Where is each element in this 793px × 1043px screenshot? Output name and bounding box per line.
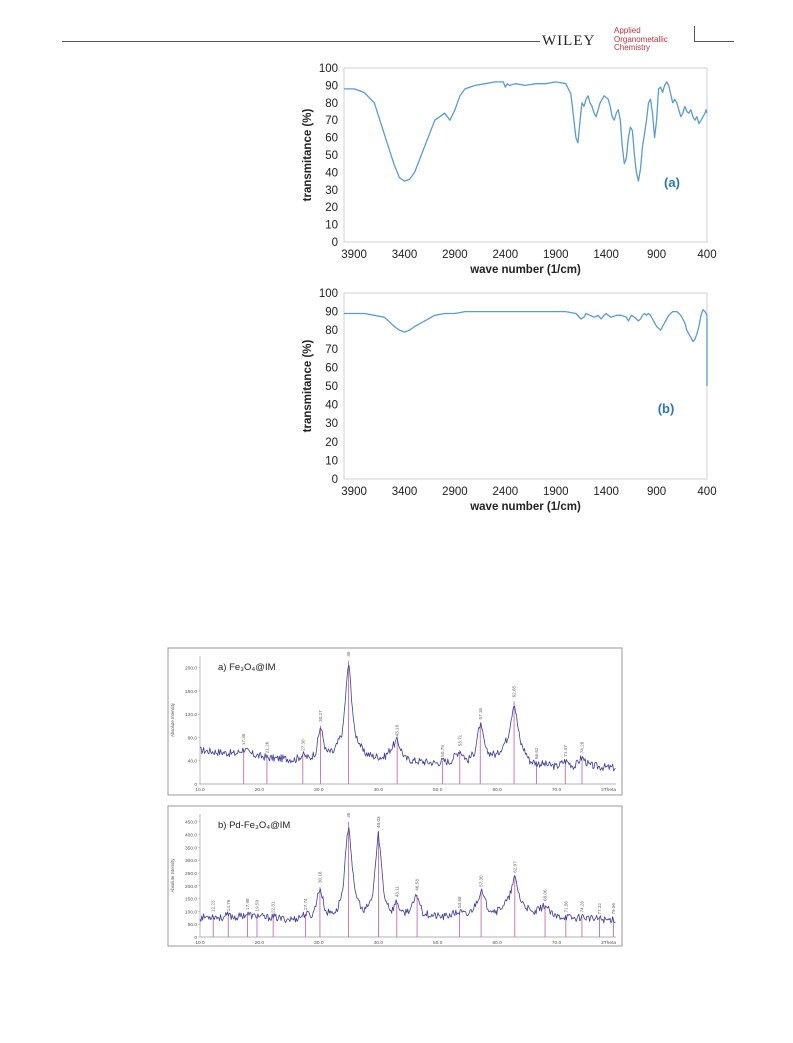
y-axis-label: transmitance (%) <box>302 339 314 433</box>
y-tick-label: 150.0 <box>184 897 197 903</box>
y-tick-label: 10 <box>325 455 338 468</box>
x-tick-label: 400 <box>697 249 717 261</box>
peak-label: 35 <box>346 651 352 657</box>
y-axis-label: Absolute Intensity <box>170 858 175 893</box>
y-tick-label: 70 <box>325 115 338 128</box>
x-tick-label: 1400 <box>593 486 619 498</box>
y-tick-label: 90 <box>325 306 338 319</box>
peak-label: 53.71 <box>457 734 463 747</box>
y-tick-label: 200.0 <box>184 884 197 890</box>
panel-label: a) Fe₃O₄@IM <box>218 662 276 673</box>
journal-line: Organometallic <box>614 34 668 44</box>
plot-frame <box>344 293 707 479</box>
y-tick-label: 50 <box>325 150 338 162</box>
peak-label: 50.79 <box>439 745 445 757</box>
x-tick-label: 70.0 <box>551 941 562 946</box>
y-tick-label: 0 <box>194 936 197 941</box>
x-tick-label: 900 <box>646 249 667 261</box>
y-tick-label: 10 <box>325 219 338 232</box>
x-axis-label: wave number (1/cm) <box>470 501 581 513</box>
spectrum-line <box>344 82 707 181</box>
peak-label: 40.03 <box>375 816 381 828</box>
x-axis-label: wave number (1/cm) <box>470 264 581 276</box>
peak-label: 30.18 <box>317 871 323 884</box>
y-tick-label: 20 <box>325 202 338 215</box>
x-tick-label: 2900 <box>442 486 468 498</box>
x-tick-label: 3400 <box>391 486 418 498</box>
x-tick-label: 400 <box>697 486 717 498</box>
peak-label: 74.28 <box>579 741 585 754</box>
y-tick-label: 80.0 <box>187 736 197 742</box>
peak-label: 43.18 <box>394 724 400 737</box>
peak-label: 57.30 <box>478 875 484 887</box>
y-tick-label: 60 <box>325 132 338 145</box>
peak-label: 74.26 <box>579 901 585 913</box>
peak-label: 14.76 <box>225 899 231 912</box>
peak-label: 22.31 <box>270 901 276 914</box>
y-tick-label: 250.0 <box>184 871 197 877</box>
x-tick-label: 50.0 <box>433 788 443 793</box>
y-tick-label: 20 <box>325 436 338 449</box>
x-tick-label: 30.0 <box>314 788 324 793</box>
y-tick-label: 160.0 <box>184 689 197 695</box>
y-axis-label: Absolute Intensity <box>170 703 175 737</box>
peak-label: 71.47 <box>562 745 568 757</box>
y-tick-label: 100.0 <box>184 910 197 916</box>
peak-label: 21.26 <box>264 741 270 754</box>
x-tick-label: 1900 <box>542 249 569 261</box>
peak-label: 79.56 <box>610 903 616 915</box>
x-tick-label: 1400 <box>593 249 619 261</box>
peak-label: 62.85 <box>511 685 517 698</box>
y-tick-label: 200.0 <box>184 666 197 672</box>
journal-line: Applied <box>614 26 641 35</box>
x-tick-label: 40.0 <box>373 941 383 946</box>
peak-label: 19.59 <box>254 899 260 912</box>
peak-label: 35 <box>346 812 352 818</box>
peak-label: 66.62 <box>533 747 539 760</box>
x-tick-label: 60.0 <box>492 788 502 793</box>
peak-label: 43.11 <box>394 885 400 898</box>
y-tick-label: 350.0 <box>184 846 197 852</box>
peak-label: 27.30 <box>300 739 306 751</box>
x-tick-label: 70.0 <box>551 788 562 793</box>
y-tick-label: 300.0 <box>184 859 197 865</box>
peak-label: 27.74 <box>302 898 308 910</box>
y-tick-label: 80 <box>325 97 338 110</box>
x-axis-label: 2Theta <box>601 941 616 946</box>
peak-label: 71.56 <box>563 901 569 913</box>
panel-label: (b) <box>657 401 675 416</box>
x-tick-label: 10.0 <box>195 788 205 793</box>
y-axis-label: transmitance (%) <box>302 108 314 202</box>
peak-label: 30.27 <box>317 710 323 722</box>
publisher-logo: WILEY <box>542 33 596 49</box>
x-tick-label: 2400 <box>492 249 519 261</box>
y-tick-label: 60 <box>325 362 338 375</box>
y-tick-label: 50.0 <box>187 923 197 929</box>
y-tick-label: 0 <box>194 783 197 788</box>
x-tick-label: 60.0 <box>492 941 502 946</box>
peak-label: 12.23 <box>210 900 216 912</box>
x-tick-label: 20.0 <box>254 788 265 793</box>
x-tick-label: 10.0 <box>195 941 205 946</box>
y-tick-label: 100 <box>318 288 338 300</box>
y-tick-label: 100 <box>318 63 338 75</box>
x-tick-label: 20.0 <box>254 941 265 946</box>
journal-line: Chemistry <box>614 43 651 52</box>
panel-label: (a) <box>664 175 680 190</box>
x-tick-label: 3400 <box>391 249 418 261</box>
peak-label: 77.22 <box>596 903 602 915</box>
y-tick-label: 90 <box>325 80 338 93</box>
peak-label: 17.98 <box>244 898 250 910</box>
panel-label: b) Pd-Fe₃O₄@IM <box>218 820 291 831</box>
x-tick-label: 1900 <box>542 486 569 498</box>
y-tick-label: 30 <box>325 184 338 197</box>
x-tick-label: 2900 <box>442 249 468 261</box>
y-tick-label: 70 <box>325 343 338 356</box>
peak-label: 68.06 <box>542 889 548 901</box>
x-tick-label: 900 <box>646 486 667 498</box>
x-tick-label: 3900 <box>341 486 367 498</box>
y-tick-label: 120.0 <box>184 713 197 719</box>
peak-label: 57.16 <box>477 707 483 720</box>
x-tick-label: 40.0 <box>373 788 383 793</box>
y-tick-label: 80 <box>325 325 338 338</box>
y-tick-label: 400.0 <box>184 833 197 839</box>
y-tick-label: 0 <box>331 474 338 486</box>
peak-label: 53.68 <box>457 896 463 908</box>
x-axis-label: 2Theta <box>601 788 616 793</box>
peak-label: 17.35 <box>241 733 247 746</box>
spectrum-line <box>344 310 707 386</box>
x-tick-label: 2400 <box>492 486 519 498</box>
peak-label: 46.53 <box>414 879 420 891</box>
y-tick-label: 450.0 <box>184 820 197 826</box>
y-tick-label: 30 <box>325 418 338 431</box>
y-tick-label: 40 <box>325 399 338 412</box>
y-tick-label: 40.0 <box>187 759 197 765</box>
x-tick-label: 3900 <box>341 249 367 261</box>
y-tick-label: 40 <box>325 167 338 180</box>
y-tick-label: 0 <box>331 237 338 249</box>
y-tick-label: 50 <box>325 381 338 393</box>
peak-label: 62.97 <box>512 861 518 873</box>
plot-frame <box>344 68 707 242</box>
x-tick-label: 30.0 <box>314 941 324 946</box>
x-tick-label: 50.0 <box>433 941 443 946</box>
